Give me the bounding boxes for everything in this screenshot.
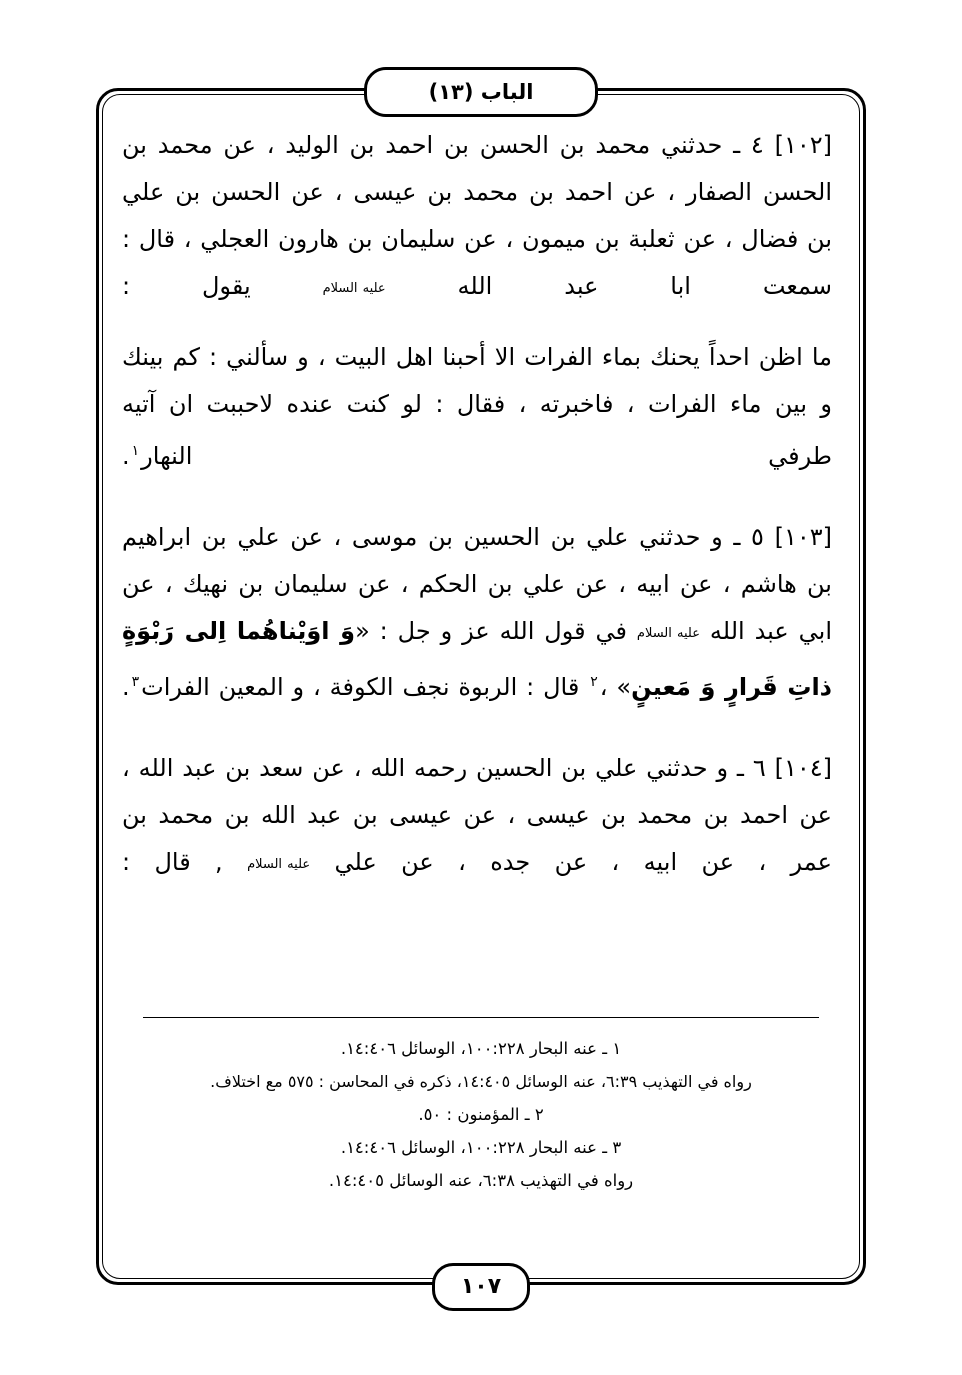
footnote-1: ١ ـ عنه البحار ١٠٠:٢٢٨، الوسائل ١٤:٤٠٦. [340, 1039, 622, 1058]
hadith-102-isnad-text: [١٠٢] ٤ ـ حدثني محمد بن الحسن بن احمد بن الوليد ، عن محمد بن الحسن الصفار ، عن احمد بن محمد بن عيسى ، عن الحسن بن علي بن فضال ، عن ثعلبة بن ميمون ، عن سليمان بن هارون العجلي ، قال : سمعت ابا عبد الله [122, 131, 832, 300]
footnote-ref-1: ١ [131, 443, 140, 459]
main-text-column [122, 122, 832, 910]
hadith-103-explanation-end: . [122, 673, 130, 701]
honorific-alayhi-alsalam-icon: عليه السلام [636, 626, 700, 641]
footnote-ref-2: ٢ [590, 674, 598, 690]
footnote-separator-rule [143, 1017, 819, 1018]
quran-verse-almuminun-50: وَ اوَيْناهُما اِلى رَبْوَةٍ ذاتِ قَرارٍ وَ مَعينٍ [122, 617, 832, 701]
hadith-102-isnad [122, 122, 832, 314]
footnote-area [143, 1032, 819, 1197]
page-number-badge [432, 1263, 530, 1311]
footnote-ref-3: ٣ [131, 674, 140, 690]
hadith-103-verse-close: » ، [599, 673, 632, 701]
hadith-103 [122, 514, 832, 711]
honorific-alayhi-alsalam-icon: عليه السلام [247, 857, 311, 872]
page-number: ١٠٧ [460, 1274, 502, 1299]
hadith-102-isnad-tail: يقول : [122, 272, 251, 300]
hadith-103-isnad-text: [١٠٣] ٥ ـ و حدثني علي بن الحسين بن موسى ، عن علي بن ابراهيم بن هاشم ، عن ابيه ، عن علي بن الحكم ، عن سليمان بن نهيك ، عن ابي عبد الله [122, 523, 832, 645]
hadith-102-body-end: . [122, 442, 130, 470]
chapter-header-badge [364, 67, 598, 117]
hadith-102-body [122, 334, 832, 480]
footnote-3: ٣ ـ عنه البحار ١٠٠:٢٢٨، الوسائل ١٤:٤٠٦. [340, 1138, 622, 1157]
chapter-label: الباب (١٣) [428, 79, 534, 104]
hadith-104 [122, 745, 832, 890]
footnote-3-continuation: رواه في التهذيب ٦:٣٨، عنه الوسائل ١٤:٤٠٥. [328, 1171, 634, 1190]
hadith-102-body-text: ما اظن احداً يحنك بماء الفرات الا أحبنا اهل البيت ، و سألني : كم بينك و بين ماء الفرات ، فاخبرته ، فقال : لو كنت عنده لاحببت ان آتيه طرفي النهار [122, 343, 832, 470]
hadith-103-intro: في قول الله عز و جل : « [355, 617, 627, 645]
footnote-2: ٢ ـ المؤمنون : ٥٠. [418, 1105, 544, 1124]
hadith-103-explanation: قال : الربوة نجف الكوفة ، و المعين الفرات [141, 673, 580, 701]
footnote-1-continuation: رواه في التهذيب ٦:٣٩، عنه الوسائل ١٤:٤٠٥، ذكره في المحاسن : ٥٧٥ مع اختلاف. [210, 1072, 752, 1091]
hadith-104-tail: , قال : [122, 848, 223, 876]
hadith-104-isnad-text: [١٠٤] ٦ ـ و حدثني علي بن الحسين رحمه الله ، عن سعد بن عبد الله ، عن احمد بن محمد بن عيسى ، عن عيسى بن عبد الله بن محمد بن عمر ، عن ابيه ، عن جده ، عن علي [122, 754, 832, 876]
honorific-alayhi-alsalam-icon: عليه السلام [322, 281, 386, 296]
